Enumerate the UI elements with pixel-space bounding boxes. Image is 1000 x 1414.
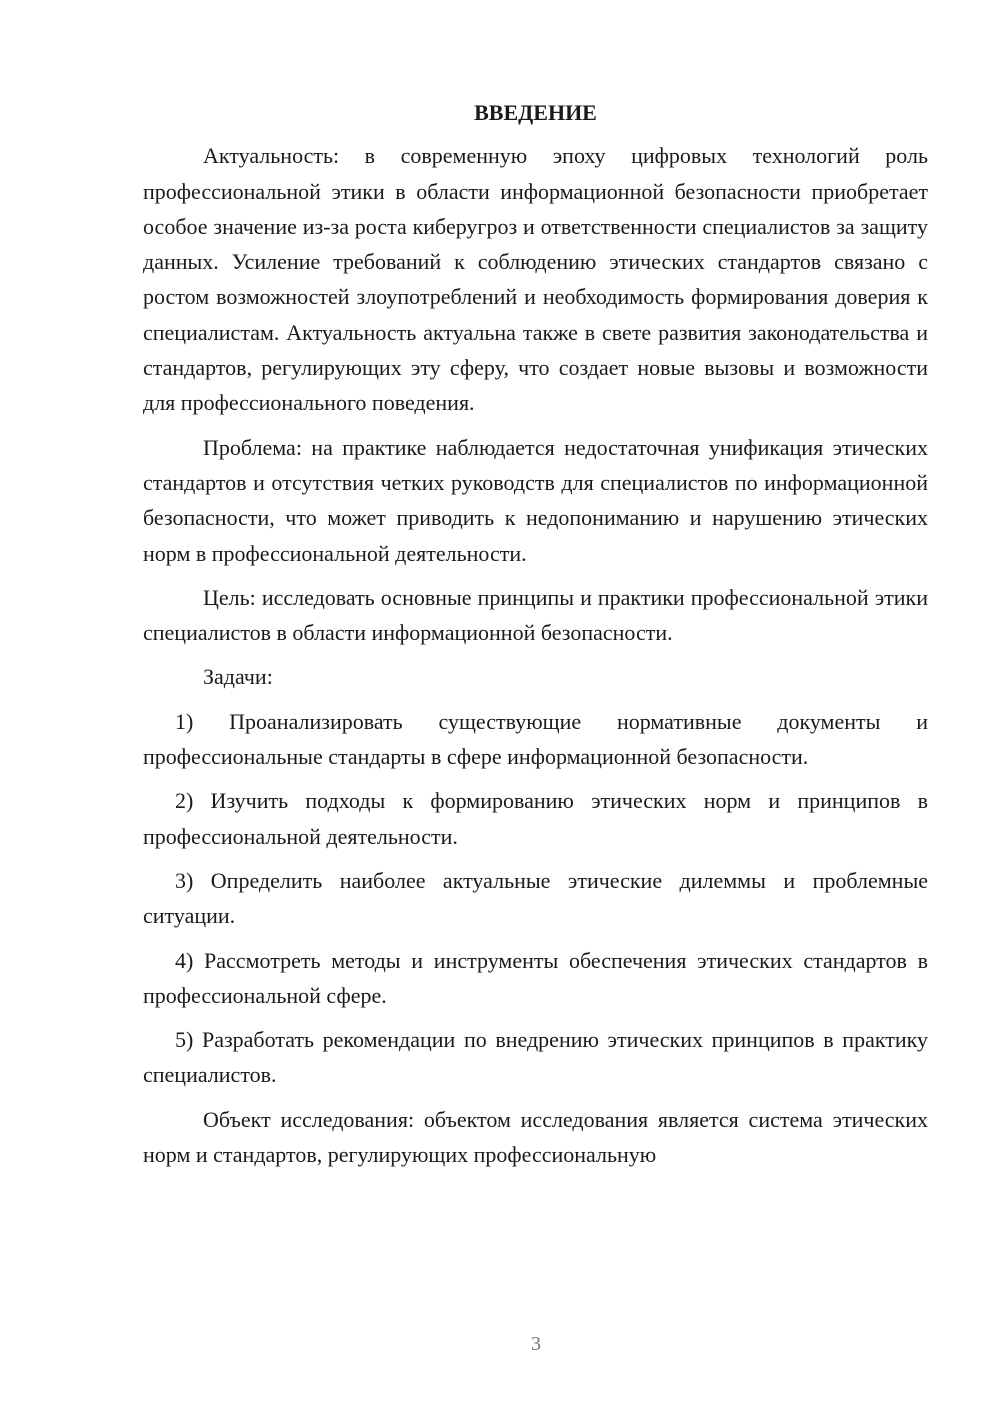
page-content xyxy=(143,95,928,1172)
page-number: 3 xyxy=(531,1333,541,1355)
task-item-4: 4) Рассмотреть методы и инструменты обеспечения этических стандартов в профессиональной сфере. xyxy=(143,947,928,1008)
paragraph-problem: Проблема: на практике наблюдается недостаточная унификация этических стандартов и отсутствия четких руководств для специалистов по информационной безопасности, что может приводить к недопониманию и нарушению этических норм в профессиональной деятельности. xyxy=(143,434,928,566)
task-item-1: 1) Проанализировать существующие нормативные документы и профессиональные стандарты в сфере информационной безопасности. xyxy=(143,708,928,770)
task-item-2: 2) Изучить подходы к формированию этических норм и принципов в профессиональной деятельности. xyxy=(143,788,928,849)
task-item-3: 3) Определить наиболее актуальные этические дилеммы и проблемные ситуации. xyxy=(143,867,928,929)
paragraph-object: Объект исследования: объектом исследования является система этических норм и стандартов, регулирующих профессиональную xyxy=(143,1106,928,1168)
paragraph-relevance: Актуальность: в современную эпоху цифровых технологий роль профессиональной этики в области информационной безопасности приобретает особое значение из-за роста киберугроз и ответственности специалистов за защиту данных. Усиление требований к соблюдению этических стандартов связано с ростом возможностей злоупотреблений и необходимость формирования доверия к специалистам. Актуальность актуальна также в свете развития законодательства и стандартов, регулирующих эту сферу, что создает новые вызовы и возможности для профессионального поведения. xyxy=(143,143,928,416)
section-title: ВВЕДЕНИЕ xyxy=(474,100,597,125)
tasks-heading: Задачи: xyxy=(203,664,273,690)
paragraph-goal: Цель: исследовать основные принципы и практики профессиональной этики специалистов в области информационной безопасности. xyxy=(143,584,928,646)
task-item-5: 5) Разработать рекомендации по внедрению этических принципов в практику специалистов. xyxy=(143,1027,928,1088)
